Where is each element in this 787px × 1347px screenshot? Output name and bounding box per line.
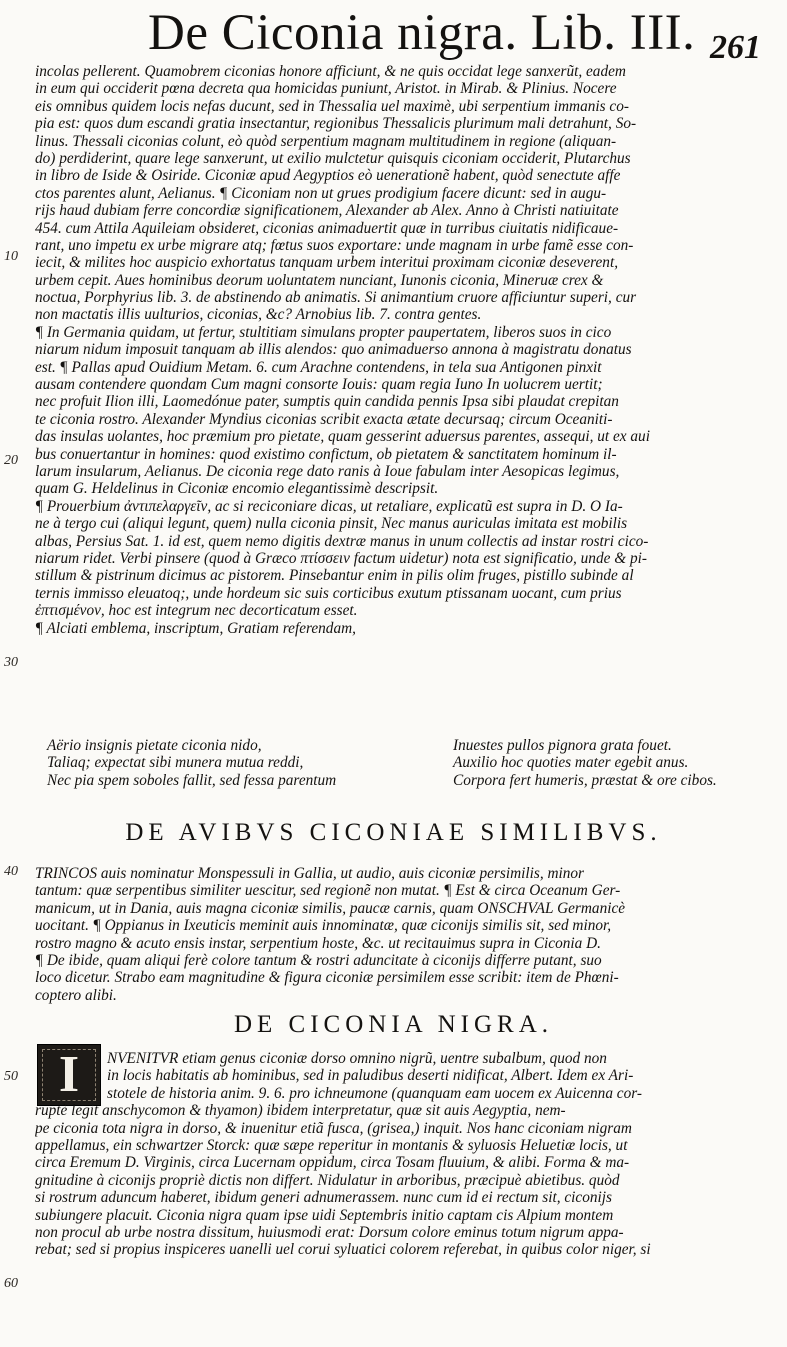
text-line: manicum, ut in Dania, auis magna ciconiæ similis, paucæ carnis, quam ONSCHVAL Germanicè bbox=[35, 899, 626, 917]
line-number-50: 50 bbox=[4, 1069, 18, 1084]
verse-row bbox=[35, 737, 770, 754]
drop-cap-letter: I bbox=[58, 1046, 80, 1103]
line-number-10: 10 bbox=[4, 249, 18, 264]
page-header bbox=[0, 0, 787, 68]
text-line: stotele de historia anim. 9. 6. pro ichneumone (quanquam eam uocem ex Auicenna cor- bbox=[107, 1084, 642, 1102]
text-line: in libro de Iside & Osiride. Ciconiæ apud Aegyptios eò uenerationẽ habent, quòd senectute affe bbox=[35, 167, 621, 185]
verse-right: Inuestes pullos pignora grata fouet. bbox=[453, 737, 672, 754]
text-line: TRINCOS auis nominatur Monspessuli in Gallia, ut audio, auis ciconiæ persimilis, minor bbox=[35, 865, 585, 882]
text-line: non procul ab urbe nostra dissitum, huiusmodi erat: Dorsum colore eminus totum nigrum appa- bbox=[35, 1223, 624, 1241]
text-line: ¶ In Germania quidam, ut fertur, stultitiam simulans propter paupertatem, liberos suos in cico bbox=[35, 323, 612, 341]
text-line: pe ciconia tota nigra in dorso, & inuenitur etiã fusca, (grisea,) inquit. Nos hanc ciconiam nigram bbox=[35, 1119, 632, 1137]
text-line: si rostrum aduncum haberet, ibidum generi adnumerassem. nunc cum id ei rectum sit, ciconijs bbox=[35, 1189, 612, 1207]
text-line: tantum: quæ serpentibus similiter uescitur, sed regionẽ non mutat. ¶ Est & circa Oceanum Ger- bbox=[35, 882, 621, 900]
text-line: uocitant. ¶ Oppianus in Ixeuticis meminit auis innominatæ, quæ ciconijs similis sit, sed minor, bbox=[35, 917, 612, 935]
text-line: coptero alibi. bbox=[35, 986, 117, 1004]
text-line: stillum & pistrinum dicimus ac pistorem. Pinsebantur enim in pilis olim fruges, pistillo subinde al bbox=[35, 567, 634, 585]
text-line: bus conuertantur in homines: quod existimo confictum, ob pietatem & sanctitatem hominum il- bbox=[35, 445, 617, 463]
verse-left: Aërio insignis pietate ciconia nido, bbox=[47, 737, 262, 754]
verse-row bbox=[35, 772, 770, 789]
text-line: pia est: quos dum escandi gratia insectantur, regionibus Thessalicis plurimum mali detrahunt, So- bbox=[35, 115, 637, 133]
text-block-similar-birds bbox=[35, 865, 770, 1004]
text-line: rijs haud dubiam ferre concordiæ significationem, Alexander ab Alex. Anno à Christi natiuitate bbox=[35, 202, 619, 220]
text-line: incolas pellerent. Quamobrem ciconias honore afficiunt, & ne quis occidat lege sanxerũt, eadem bbox=[35, 63, 626, 80]
line-number-30: 30 bbox=[4, 655, 18, 670]
text-line: rebat; sed si propius inspiceres uanelli uel corui syluatici colorem referebat, in quibus color niger, si bbox=[35, 1241, 651, 1259]
line-number-40: 40 bbox=[4, 864, 18, 879]
text-line: ctos parentes alunt, Aelianus. ¶ Ciconiam non ut grues prodigium facere dicunt: sed in augu- bbox=[35, 184, 607, 202]
verse-left: Taliaq; expectat sibi munera mutua reddi, bbox=[47, 754, 304, 772]
text-line: loco dicetur. Strabo eam magnitudine & figura ciconiæ persimilem esse scribit: item de Phœni- bbox=[35, 969, 619, 987]
line-number-60: 60 bbox=[4, 1276, 18, 1291]
text-line: subiungere placuit. Ciconia nigra quam ipse uidi Septembris initio captam cis Alpium montem bbox=[35, 1206, 614, 1224]
text-line: 454. cum Attila Aquileiam obsideret, ciconias animaduertit quæ in turribus ciuitatis nidificaue- bbox=[35, 219, 619, 237]
text-line: ¶ De ibide, quam aliqui ferè colore tantum & rostri aduncitate à ciconijs differre putant, suo bbox=[35, 951, 602, 969]
text-line: appellamus, ein schwartzer Storck: quæ sæpe reperitur in montanis & syluosis Heluetiæ locis, ut bbox=[35, 1136, 628, 1154]
text-line: do) perdiderint, quare lege sanxerunt, ut exilio mulctetur quisquis ciconiam occiderit, Plutarchus bbox=[35, 149, 631, 167]
text-line: linus. Thessali ciconias colunt, eò quòd serpentium magnam multitudinem in regione (aliquan- bbox=[35, 132, 617, 150]
text-line: ruptè legit anschycomon & thyamon) ibidem interpretatur, quæ sit auis Aegyptia, nem- bbox=[35, 1102, 566, 1120]
text-line: in locis habitatis ab hominibus, sed in paludibus deserti nidificat, Albert. Idem ex Ari- bbox=[107, 1067, 634, 1085]
running-head: De Ciconia nigra. Lib. III. bbox=[148, 5, 696, 61]
text-line: eis omnibus quidem locis nefas ducunt, sed in Thessalia uel maximè, ubi serpentium immanis co- bbox=[35, 97, 629, 115]
text-line: albas, Persius Sat. 1. id est, quem nemo digitis dextræ manus in unum collectis ad instar rostri cico- bbox=[35, 532, 649, 550]
page-number: 261 bbox=[710, 29, 761, 66]
verse-row bbox=[35, 754, 770, 771]
section-heading-black-stork: DE CICONIA NIGRA. bbox=[233, 1011, 554, 1038]
text-line: ternis immisso eleuatoq;, unde hordeum sic suis corticibus exutum ptissanam uocant, cum prius bbox=[35, 584, 622, 602]
verse-left: Nec pia spem soboles fallit, sed fessa parentum bbox=[47, 771, 337, 789]
text-line: urbem cepit. Aues hominibus deorum uoluntatem nunciant, Iunonis ciconia, Mineruæ crex & bbox=[35, 271, 604, 289]
text-line: larum insularum, Aelianus. De ciconia rege dato ranis à Ioue fabulam inter Aesopicas legimus, bbox=[35, 462, 620, 480]
text-line: iecit, & milites hoc auspicio exhortatus tanquam urbem interitui proximam ciconiæ deseverent, bbox=[35, 254, 619, 272]
verse-right: Auxilio hoc quoties mater egebit anus. bbox=[453, 754, 689, 772]
text-line: quam G. Heldelinus in Ciconiæ encomio elegantissimè descripsit. bbox=[35, 480, 439, 498]
text-line: in eum qui occiderit pœna decreta qua homicidas puniunt, Aristot. in Mirab. & Plinius. Nocere bbox=[35, 80, 617, 98]
text-line: niarum nidum imposuit tanquam ab illis alendos: quo animaduerso annona à magistratu donatus bbox=[35, 341, 632, 359]
text-line: gnitudine à ciconijs propriè dictis non differt. Nidulatur in arboribus, præcipuè abietibus. quòd bbox=[35, 1171, 620, 1189]
text-line: nec profuit Ilion illi, Laomedónue pater, sumptis quin candida pennis Ipsa sibi plaudat crepitan bbox=[35, 393, 619, 411]
text-line: ausam contendere quondam Cum magni consorte Iouis: quam regia Iuno In uolucrem uertit; bbox=[35, 376, 603, 394]
text-line: circa Eremum D. Virginis, circa Lucernam oppidum, circa Tosam fluuium, & alibi. Forma & ma- bbox=[35, 1154, 630, 1172]
text-block-black-stork bbox=[35, 1050, 770, 1259]
verse-right: Corpora fert humeris, præstat & ore cibos. bbox=[453, 771, 717, 789]
text-line: rostro magno & acuto ensis instar, serpentium hoste, &c. ut recitauimus supra in Ciconia D. bbox=[35, 934, 601, 952]
line-number-20: 20 bbox=[4, 453, 18, 468]
text-line: noctua, Porphyrius lib. 3. de abstinendo ab animatis. Si animantium cruore afficiuntur superi, cur bbox=[35, 289, 637, 307]
text-block-ciconia-continued bbox=[35, 63, 770, 637]
emblem-verses bbox=[35, 737, 770, 789]
text-line: non mactatis illis uulturios, ciconias, &c? Arnobius lib. 7. contra gentes. bbox=[35, 306, 482, 324]
text-line: te ciconia rostro. Alexander Myndius ciconias scribit exacta ætate decursaq; circum Oceaniti- bbox=[35, 410, 613, 428]
text-line: rant, uno impetu ex urbe migrare atq; fœtus suos exportare: unde magnam in urbe famẽ esse con- bbox=[35, 236, 634, 254]
text-line: ¶ Alciati emblema, inscriptum, Gratiam referendam, bbox=[35, 619, 356, 637]
text-line: ¶ Prouerbium ἀντιπελαργεῖν, ac si reciconiare dicas, ut retaliare, explicatũ est supra in D. O Ia- bbox=[35, 497, 623, 515]
text-line: est. ¶ Pallas apud Ouidium Metam. 6. cum Arachne contendens, in tela sua Antigonen pinxit bbox=[35, 358, 602, 376]
text-line: ἐπτισμένον, hoc est integrum nec decorticatum esset. bbox=[35, 602, 358, 620]
text-line: ne à tergo cui (aliqui legunt, quem) nulla ciconia pinsit, Nec manus auriculas imitata est mobilis bbox=[35, 515, 628, 533]
text-line: das insulas uolantes, hoc præmium pro pietate, quam gesserint aduersus parentes, assequi, ut ex aui bbox=[35, 428, 650, 446]
text-line: NVENITVR etiam genus ciconiæ dorso omnino nigrũ, uentre subalbum, quod non bbox=[107, 1050, 607, 1067]
text-line: niarum ridet. Verbi pinsere (quod à Græco πτίσσειν factum uidetur) nota est significatio, unde & pi- bbox=[35, 549, 647, 567]
section-heading-similar-birds: DE AVIBVS CICONIAE SIMILIBVS. bbox=[125, 819, 662, 846]
